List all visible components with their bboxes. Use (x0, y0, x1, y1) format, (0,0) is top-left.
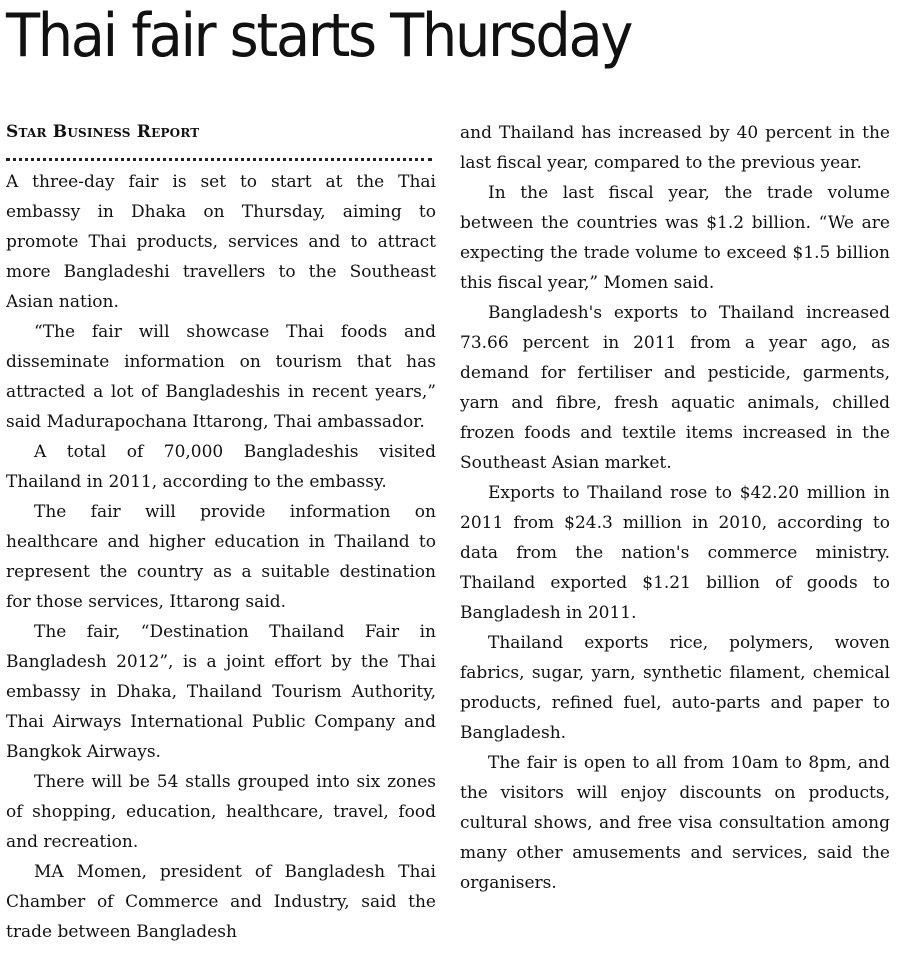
paragraph: MA Momen, president of Bangladesh Thai Chamber of Commerce and Industry, said the trade between Bangladesh (6, 862, 436, 942)
paragraph: The fair will provide information on healthcare and higher education in Thailand to represent the country as a suitable destination for those services, Ittarong said. (6, 502, 436, 612)
left-column (6, 118, 436, 947)
paragraph: There will be 54 stalls grouped into six zones of shopping, education, healthcare, travel, food and recreation. (6, 772, 436, 852)
right-column (460, 118, 890, 898)
byline: Star Business Report (6, 122, 200, 142)
paragraph: Exports to Thailand rose to $42.20 million in 2011 from $24.3 million in 2010, according to data from the nation's commerce ministry. Thailand exported $1.21 billion of goods to Bangladesh in 2011. (460, 483, 890, 623)
headline: Thai fair starts Thursday (6, 1, 632, 71)
paragraph: “The fair will showcase Thai foods and disseminate information on tourism that has attracted a lot of Bangladeshis in recent years,” said Madurapochana Ittarong, Thai ambassador. (6, 322, 436, 432)
paragraph: In the last fiscal year, the trade volume between the countries was $1.2 billion. “We are expecting the trade volume to exceed $1.5 billion this fiscal year,” Momen said. (460, 183, 890, 293)
paragraph: The fair, “Destination Thailand Fair in Bangladesh 2012”, is a joint effort by the Thai embassy in Dhaka, Thailand Tourism Authority, Thai Airways International Public Company and Bangkok Airways. (6, 622, 436, 762)
paragraph: A total of 70,000 Bangladeshis visited Thailand in 2011, according to the embassy. (6, 442, 436, 492)
paragraph: Thailand exports rice, polymers, woven fabrics, sugar, yarn, synthetic filament, chemical products, refined fuel, auto-parts and paper to Bangladesh. (460, 633, 890, 743)
paragraph: A three-day fair is set to start at the Thai embassy in Dhaka on Thursday, aiming to promote Thai products, services and to attract more Bangladeshi travellers to the Southeast Asian nation. (6, 172, 436, 312)
dotted-divider (6, 148, 432, 161)
paragraph: and Thailand has increased by 40 percent in the last fiscal year, compared to the previous year. (460, 123, 890, 173)
paragraph: The fair is open to all from 10am to 8pm, and the visitors will enjoy discounts on products, cultural shows, and free visa consultation among many other amusements and services, said the organisers. (460, 753, 890, 893)
paragraph: Bangladesh's exports to Thailand increased 73.66 percent in 2011 from a year ago, as demand for fertiliser and pesticide, garments, yarn and fibre, fresh aquatic animals, chilled frozen foods and textile items increased in the Southeast Asian market. (460, 303, 890, 473)
